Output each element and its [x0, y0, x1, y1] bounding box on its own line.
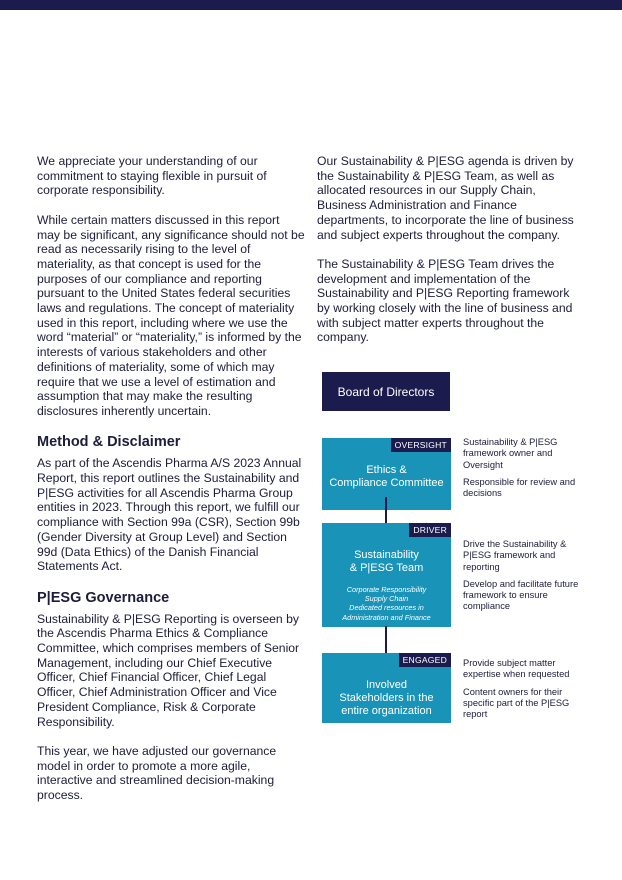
intro-paragraph: We appreciate your understanding of our commitment to staying flexible in pursuit of corporate responsibility.: [37, 154, 267, 198]
materiality-paragraph: While certain matters discussed in this report may be significant, any significance should not be read as necessarily rising to the level of materiality, as that concept is used for the purposes of our compliance and reporting pursuant to the United States federal securities laws and regulations. The concept of materiality used in this report, including where we use the word “material” or “materiality,” is informed by the interests of various stakeholders and other definitions of materiality, some of which may require that we use a level of estimation and assumption that may make the resulting disclosures inherently uncertain.: [37, 212, 305, 418]
governance-heading: P|ESG Governance: [37, 589, 170, 606]
method-heading: Method & Disclaimer: [37, 434, 181, 451]
top-banner: [0, 0, 622, 10]
driver-note: Develop and facilitate future framework to ensure compliance: [463, 578, 579, 612]
oversight-notes: [463, 437, 593, 505]
method-paragraph: As part of the Ascendis Pharma A/S 2023 Annual Report, this report outlines the Sustainability and P|ESG activities for all Ascendis Pharma Group entities in 2023. Through this report, we fulfill our compliance with Section 99a (CSR), Section 99b (Gender Diversity at Group Level) and Section 99d (Data Ethics) of the Danish Financial Statements Act.: [37, 456, 302, 574]
connector-line: [385, 497, 387, 524]
driver-box: [322, 523, 451, 627]
driver-notes: [463, 539, 593, 619]
team-paragraph: The Sustainability & P|ESG Team drives the development and implementation of the Sustainability and P|ESG Reporting framework by working closely with the line of business and with subject matter experts throughout the company.: [317, 256, 573, 345]
connector-line: [385, 626, 387, 654]
engaged-notes: [463, 658, 593, 726]
engaged-box: [322, 653, 451, 723]
governance-paragraph: Sustainability & P|ESG Reporting is overseen by the Ascendis Pharma Ethics & Compliance Committee, which comprises members of Senior Management, including our Chief Executive Officer, Chief Financial Officer, Chief Legal Officer, Chief Administration Officer and Vice President Compliance, Risk & Corporate Responsibility.: [37, 611, 300, 729]
oversight-tag: OVERSIGHT: [391, 438, 451, 452]
right-column: [317, 154, 585, 360]
driver-tag: DRIVER: [409, 523, 451, 537]
engaged-note: Provide subject matter expertise when requested: [463, 658, 570, 680]
oversight-note: Responsible for review and decisions: [463, 476, 576, 499]
engaged-tag: ENGAGED: [399, 653, 451, 667]
oversight-title: Ethics & Compliance Committee: [329, 464, 444, 489]
board-of-directors-box: Board of Directors: [322, 372, 450, 411]
engaged-title: Involved Stakeholders in the entire organization: [339, 679, 434, 717]
agenda-paragraph: Our Sustainability & P|ESG agenda is driven by the Sustainability & P|ESG Team, as well as allocated resources in our Supply Chain, Business Administration and Finance departments, to incorporate the line of business and subject experts throughout the company.: [317, 154, 574, 242]
oversight-note: Sustainability & P|ESG framework owner and Oversight: [463, 437, 558, 470]
driver-subtitle: Corporate Responsibility Supply Chain Dedicated resources in Administration and Finance: [342, 585, 431, 622]
governance-model-paragraph: This year, we have adjusted our governance model in order to promote a more agile, interactive and streamlined decision-making process.: [37, 743, 277, 803]
driver-note: Drive the Sustainability & P|ESG framework and reporting: [463, 539, 567, 572]
left-column: [37, 154, 305, 817]
engaged-note: Content owners for their specific part of the P|ESG report: [463, 686, 570, 720]
driver-title: Sustainability & P|ESG Team: [349, 549, 424, 574]
